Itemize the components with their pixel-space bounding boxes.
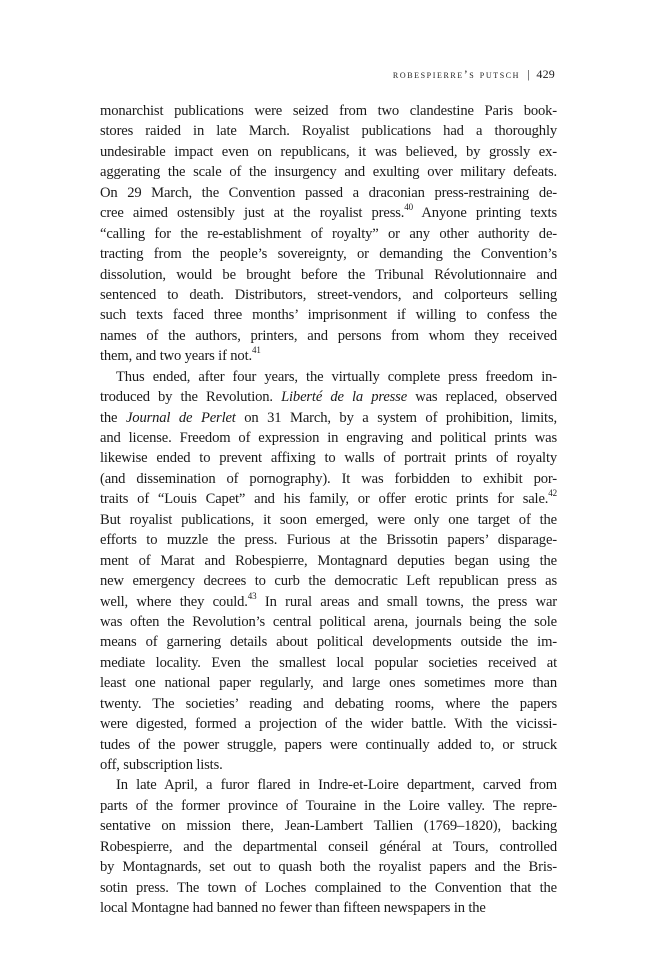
text-run: monarchist publications were seized from two clandestine Paris book- [100, 103, 557, 119]
text-run: But royalist publications, it soon emerged, were only one target of the [100, 511, 557, 528]
text-run: names of the authors, printers, and persons from whom they received [100, 327, 557, 344]
text-run: tracting from the people’s sovereignty, or demanding the Convention’s [100, 246, 557, 263]
text-run: such texts faced three months’ imprisonment if willing to confess the [100, 307, 557, 324]
text-run: the [100, 409, 126, 426]
text-run: well, where they could. [100, 593, 248, 610]
text-line [100, 857, 557, 877]
text-line [100, 428, 557, 448]
text-run: Anyone printing texts [412, 205, 557, 222]
text-line [100, 162, 557, 182]
text-line [100, 408, 557, 428]
italic-title: Liberté de la presse [281, 389, 408, 406]
text-run: On 29 March, the Convention passed a draconian press-restraining de- [100, 184, 557, 201]
text-line [100, 183, 557, 203]
text-line [100, 735, 557, 755]
text-line [100, 837, 557, 857]
text-line [100, 571, 557, 591]
text-line [100, 551, 557, 571]
text-line [100, 469, 557, 489]
text-line [100, 694, 557, 714]
footnote-marker: 42 [548, 488, 557, 499]
text-run: ment of Marat and Robespierre, Montagnard deputies began using the [100, 552, 557, 569]
text-run: off, subscription lists. [100, 757, 223, 773]
italic-title: Journal de Perlet [125, 409, 236, 426]
text-run: likewise ended to prevent affixing to walls of portrait prints of royalty [100, 450, 557, 467]
text-line [100, 510, 557, 530]
text-line [100, 121, 557, 141]
text-line [100, 592, 557, 612]
text-run: mediate locality. Even the smallest local popular societies received at [100, 654, 557, 671]
text-line [100, 367, 557, 387]
text-run: means of garnering details about political developments outside the im- [100, 634, 557, 651]
text-line [100, 632, 557, 652]
text-line [100, 305, 557, 325]
text-run: was often the Revolution’s central political arena, journals being the sole [100, 613, 557, 630]
text-run: and license. Freedom of expression in engraving and political prints was [100, 430, 557, 446]
text-run: twenty. The societies’ reading and debating rooms, where the papers [100, 695, 557, 712]
text-line [100, 265, 557, 285]
text-run: efforts to muzzle the press. Furious at the Brissotin papers’ disparage- [100, 532, 557, 549]
text-line [100, 346, 557, 366]
text-line [100, 775, 557, 795]
text-run: parts of the former province of Touraine in the Loire valley. The repre- [100, 797, 557, 814]
text-line [100, 101, 557, 121]
paragraph [100, 101, 557, 367]
text-run: (and dissemination of pornography). It was forbidden to exhibit por- [100, 470, 557, 487]
text-run: aggerating the scale of the insurgency and exulting over military defeats. [100, 164, 557, 181]
text-run: them, and two years if not. [100, 348, 252, 365]
text-line [100, 878, 557, 898]
text-line [100, 285, 557, 305]
text-run: least one national paper regularly, and large ones sometimes more than [100, 675, 557, 692]
text-line [100, 489, 557, 509]
text-line [100, 673, 557, 693]
text-run: new emergency decrees to curb the democratic Left republican press as [100, 573, 557, 590]
text-run: on 31 March, by a system of prohibition, limits, [235, 409, 557, 426]
text-run: tudes of the power struggle, papers were continually added to, or struck [100, 736, 557, 753]
text-line [100, 816, 557, 836]
text-line [100, 755, 557, 775]
text-run: by Montagnards, set out to quash both the royalist papers and the Bris- [100, 859, 557, 876]
text-run: Robespierre, and the departmental conseil général at Tours, controlled [100, 838, 557, 855]
text-run: stores raided in late March. Royalist publications had a thoroughly [100, 123, 557, 140]
footnote-marker: 43 [247, 590, 257, 601]
text-line [100, 224, 557, 244]
text-run: In late April, a furor flared in Indre-et-Loire department, carved from [116, 777, 557, 794]
text-line [100, 612, 557, 632]
text-run: local Montagne had banned no fewer than fifteen newspapers in the [100, 900, 486, 917]
text-run: In rural areas and small towns, the press war [256, 593, 557, 610]
text-run: cree aimed ostensibly just at the royalist press. [100, 205, 405, 222]
text-run: were digested, formed a projection of the wider battle. With the vicissi- [100, 716, 557, 733]
running-head-title: robespierre’s putsch [392, 69, 521, 81]
text-run: traits of “Louis Capet” and his family, or offer erotic prints for sale. [100, 491, 549, 508]
running-head [393, 67, 555, 82]
text-run: Thus ended, after four years, the virtually complete press freedom in- [116, 368, 557, 385]
text-run: sentative on mission there, Jean-Lambert Tallien (1769–1820), backing [100, 818, 557, 835]
body-text [100, 101, 557, 919]
paragraph [100, 775, 557, 918]
text-line [100, 203, 557, 223]
text-line [100, 796, 557, 816]
text-line [100, 448, 557, 468]
text-line [100, 387, 557, 407]
text-line [100, 326, 557, 346]
text-line [100, 142, 557, 162]
text-run: sentenced to death. Distributors, street-vendors, and colporteurs selling [100, 286, 557, 303]
text-line [100, 898, 557, 918]
text-run: dissolution, would be brought before the Tribunal Révolutionnaire and [100, 266, 557, 283]
running-head-separator: | [527, 69, 530, 81]
text-run: “calling for the re-establishment of royalty” or any other authority de- [100, 225, 557, 242]
text-run: undesirable impact even on republicans, it was believed, by grossly ex- [100, 143, 557, 160]
text-line [100, 653, 557, 673]
page-number: 429 [536, 67, 555, 81]
text-line [100, 530, 557, 550]
paragraph [100, 367, 557, 776]
text-line [100, 714, 557, 734]
text-line [100, 244, 557, 264]
text-run: sotin press. The town of Loches complained to the Convention that the [100, 879, 557, 896]
footnote-marker: 41 [252, 345, 261, 356]
text-run: was replaced, observed [407, 389, 557, 406]
footnote-marker: 40 [404, 202, 413, 213]
text-run: troduced by the Revolution. [100, 389, 282, 406]
